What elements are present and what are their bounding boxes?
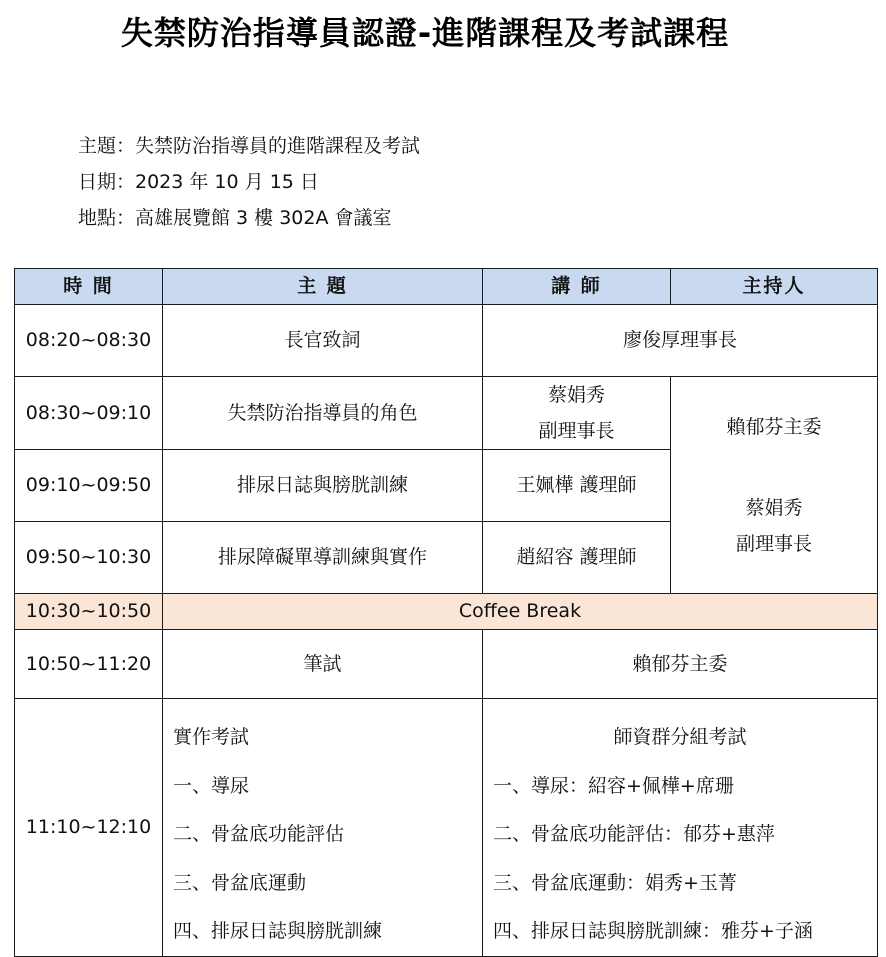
table-row — [15, 699, 878, 957]
cell-time: 09:50~10:30 — [15, 522, 163, 594]
cell-topic: 排尿障礙單導訓練與實作 — [163, 522, 483, 594]
cell-host — [671, 377, 878, 594]
table-row — [15, 630, 878, 699]
host-secondary-title: 副理事長 — [735, 533, 812, 555]
table-header-row — [15, 269, 878, 305]
table-row-break — [15, 594, 878, 630]
list-item: 實作考試 — [173, 726, 250, 748]
cell-topic: 失禁防治指導員的角色 — [163, 377, 483, 450]
cell-time: 08:30~09:10 — [15, 377, 163, 450]
header-speaker: 講 師 — [483, 269, 671, 305]
list-item: 二、骨盆底功能評估：郁芬+惠萍 — [493, 823, 775, 845]
speaker-title: 副理事長 — [538, 420, 615, 442]
list-item: 四、排尿日誌與膀胱訓練 — [173, 920, 383, 942]
page-title: 失禁防治指導員認證-進階課程及考試課程 — [120, 14, 730, 52]
header-topic: 主 題 — [163, 269, 483, 305]
list-item: 一、導尿 — [173, 774, 250, 797]
cell-time: 08:20~08:30 — [15, 305, 163, 377]
cell-topic-list — [163, 699, 483, 957]
cell-time: 10:30~10:50 — [15, 594, 163, 630]
cell-speaker: 趙紹容 護理師 — [483, 522, 671, 594]
header-time: 時 間 — [15, 269, 163, 305]
cell-time: 11:10~12:10 — [15, 699, 163, 957]
table-row — [15, 377, 878, 450]
list-item: 三、骨盆底運動 — [173, 871, 307, 894]
list-item: 師資群分組考試 — [613, 726, 747, 748]
header-host: 主持人 — [671, 269, 878, 305]
list-item: 四、排尿日誌與膀胱訓練：雅芬+子涵 — [493, 920, 813, 942]
cell-speaker: 王姵樺 護理師 — [483, 450, 671, 522]
cell-time: 10:50~11:20 — [15, 630, 163, 699]
cell-speaker — [483, 377, 671, 450]
cell-coffee-break: Coffee Break — [163, 594, 878, 630]
host-secondary — [671, 490, 877, 562]
cell-time: 09:10~09:50 — [15, 450, 163, 522]
host-secondary-name: 蔡娟秀 — [745, 497, 803, 519]
host-primary: 賴郁芬主委 — [726, 416, 822, 438]
info-venue: 地點：高雄展覽館 3 樓 302A 會議室 — [78, 207, 392, 229]
schedule-table — [14, 268, 878, 957]
cell-speaker-list — [483, 699, 878, 957]
cell-topic: 筆試 — [163, 630, 483, 699]
list-item: 一、導尿：紹容+佩樺+席珊 — [493, 774, 734, 797]
cell-speaker: 賴郁芬主委 — [483, 630, 878, 699]
info-subject: 主題：失禁防治指導員的進階課程及考試 — [78, 135, 421, 157]
list-item: 三、骨盆底運動：娟秀+玉菁 — [493, 871, 737, 894]
cell-topic: 長官致詞 — [163, 305, 483, 377]
info-date: 日期：2023 年 10 月 15 日 — [78, 171, 319, 193]
speaker-name: 蔡娟秀 — [547, 384, 605, 406]
list-item: 二、骨盆底功能評估 — [173, 823, 345, 845]
table-row — [15, 305, 878, 377]
cell-topic: 排尿日誌與膀胱訓練 — [163, 450, 483, 522]
cell-speaker: 廖俊厚理事長 — [483, 305, 878, 377]
